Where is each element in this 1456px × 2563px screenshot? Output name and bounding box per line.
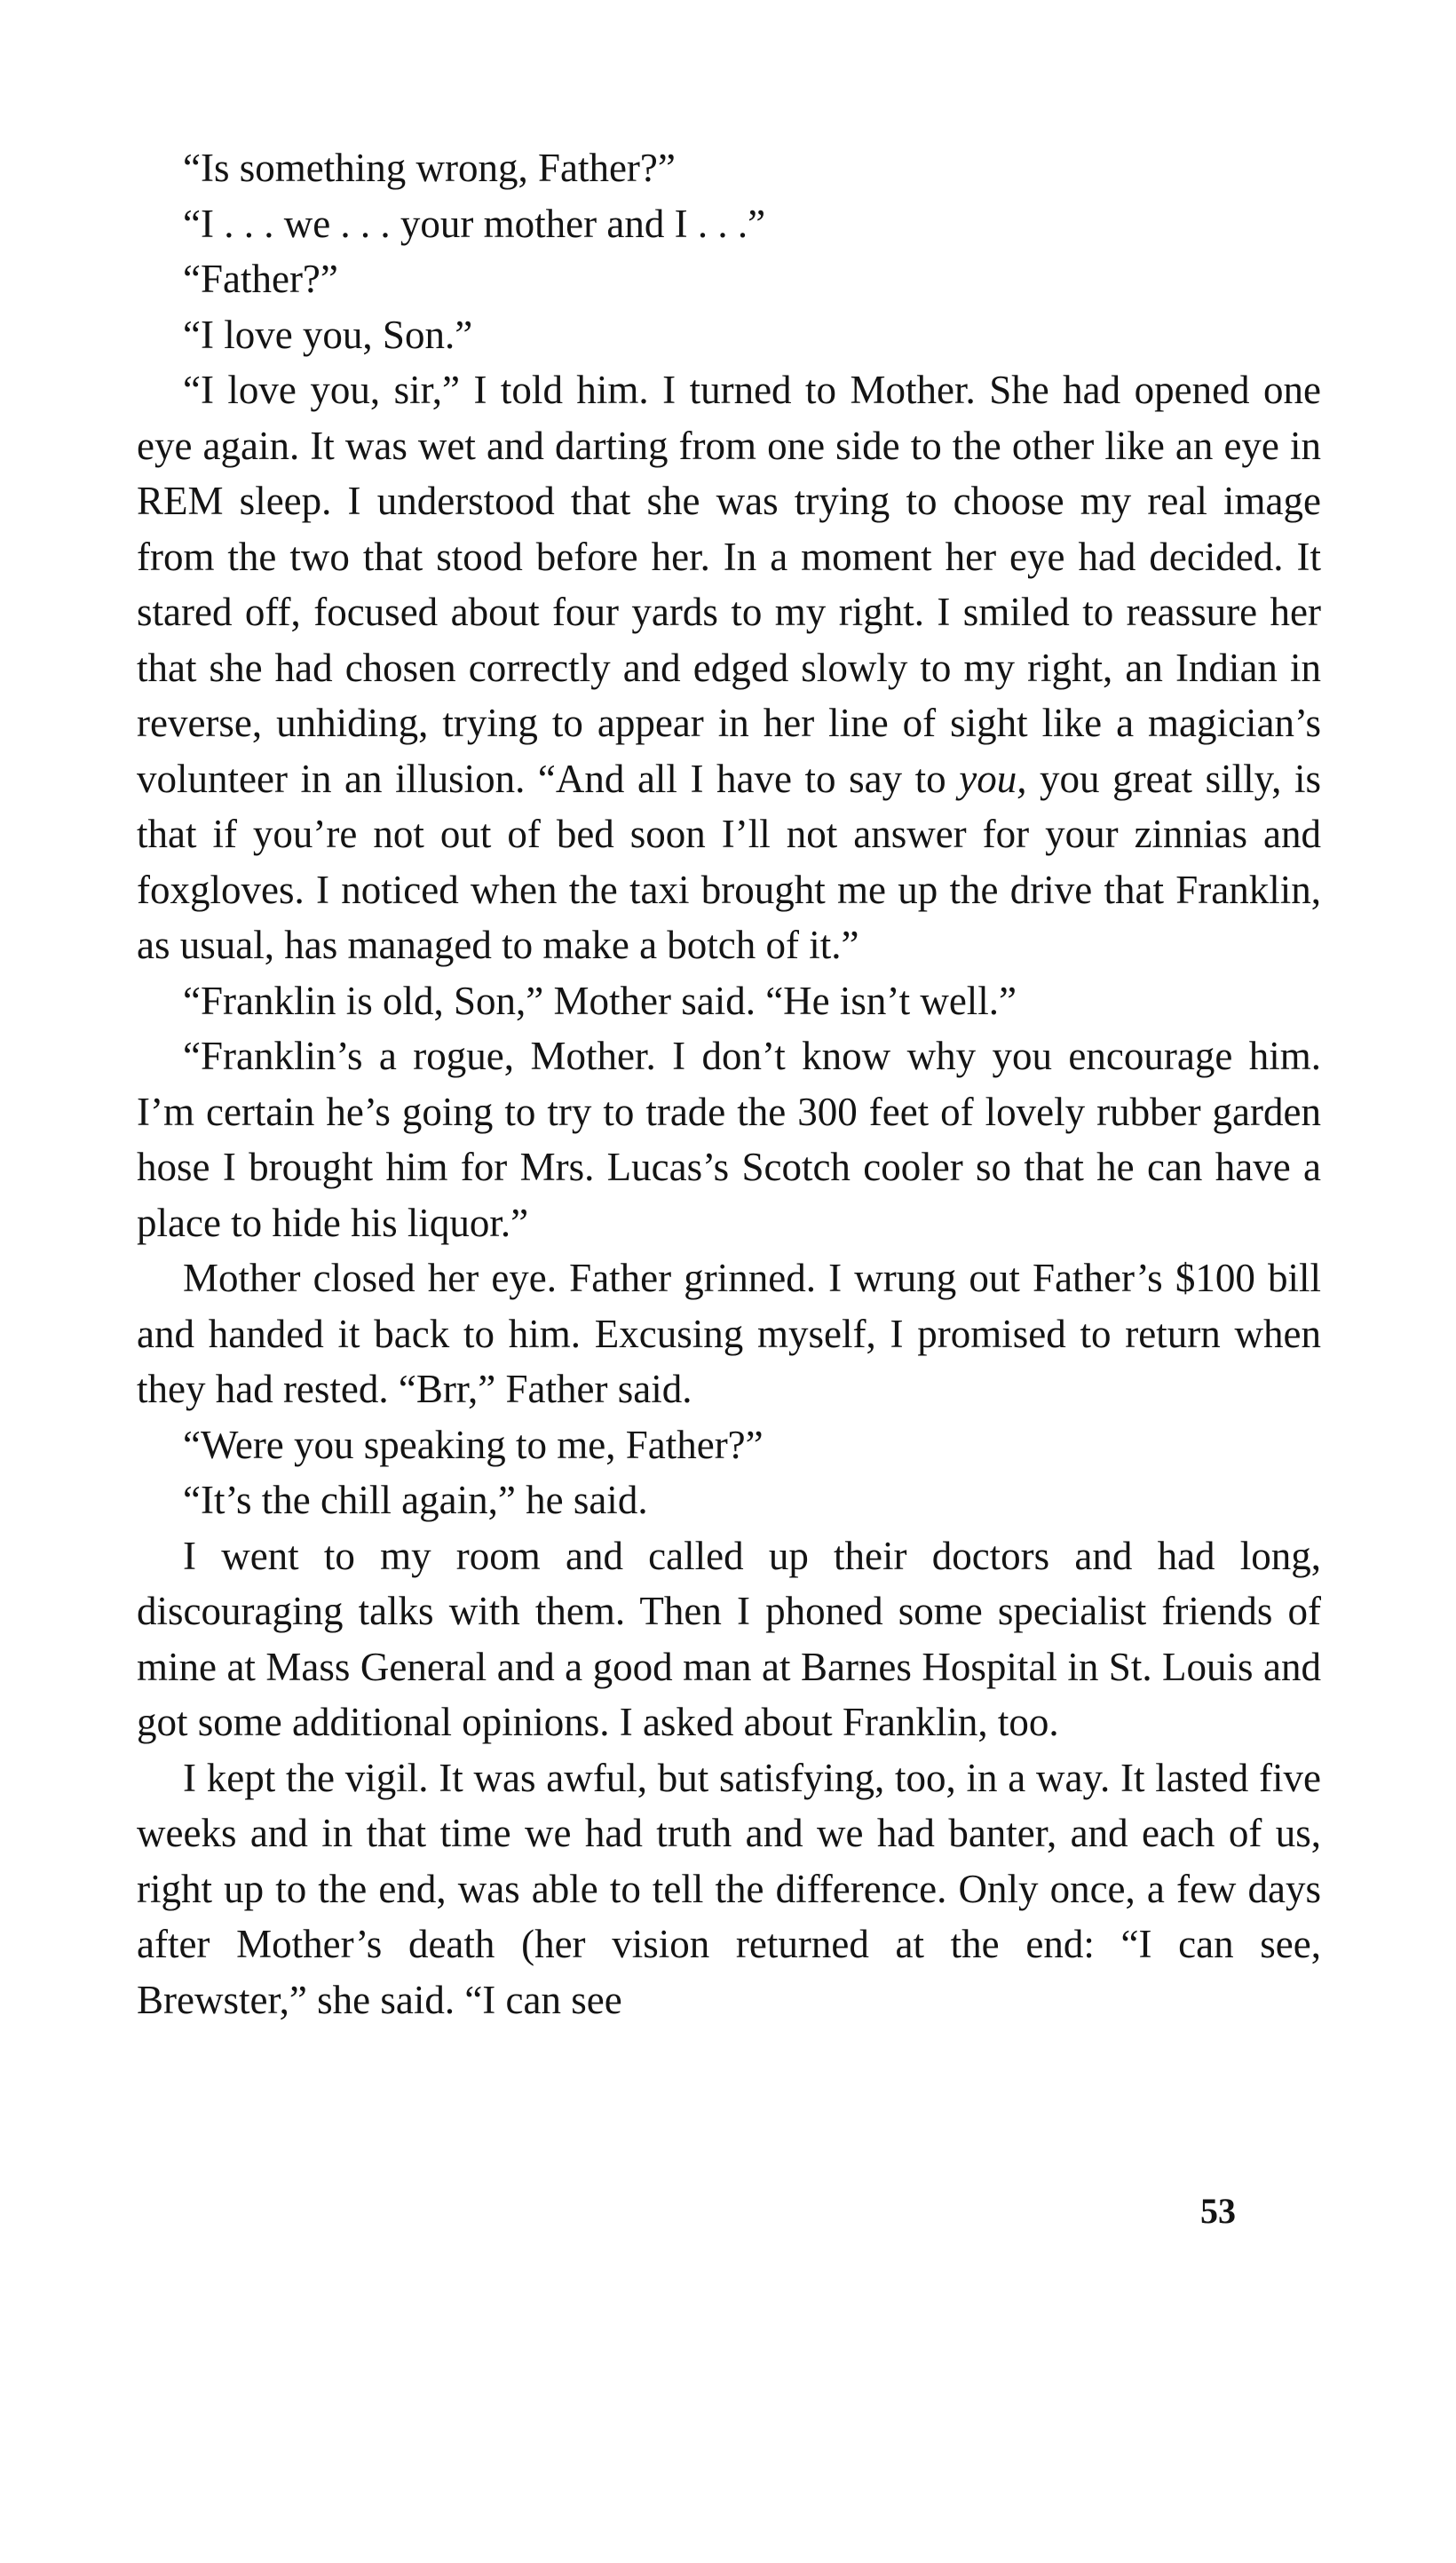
paragraph-5-head: “I love you, sir,” I told him. I turned to Mother. She had opened one eye again. It was wet and darting from one side to the other like an eye in REM sleep. I understood that she was trying to choose my real image from the two that stood before her. In a moment her eye had decided. It stared off, focused about four yards to my right. I smiled to reassure her that she had chosen correctly and edged slowly to my right, an Indian in reverse, unhiding, trying to appear in her line of sight like a magician’s volunteer in an illusion. “And all I have to say to bbox=[137, 368, 1321, 801]
paragraph-5-tail: you great silly, is that if you’re not out of bed soon I’ll not answer for your zinnias and foxgloves. I noticed when the taxi brought me up the drive that Franklin, as usual, has managed to make a botch of it.” bbox=[137, 756, 1322, 967]
paragraph-1: “Is something wrong, Father?” bbox=[183, 146, 676, 190]
paragraph-7: “Franklin’s a rogue, Mother. I don’t know why you encourage him. I’m certain he’s going to try to trade the 300 feet of lovely rubber garden hose I brought him for Mrs. Lucas’s Scotch cooler so that he can have a place to hide his liquor.” bbox=[137, 1034, 1321, 1245]
paragraph-4: “I love you, Son.” bbox=[183, 312, 473, 357]
paragraph-8: Mother closed her eye. Father grinned. I wrung out Father’s $100 bill and handed it back to him. Excusing myself, I promised to return when they had rested. “Brr,” Father said. bbox=[137, 1256, 1321, 1411]
paragraph-5-italic: you, bbox=[959, 756, 1027, 801]
paragraph-9: “Were you speaking to me, Father?” bbox=[183, 1422, 764, 1467]
paragraph-6: “Franklin is old, Son,” Mother said. “He isn’t well.” bbox=[183, 978, 1017, 1023]
paragraph-10: “It’s the chill again,” he said. bbox=[183, 1478, 648, 1522]
page-number: 53 bbox=[1200, 2191, 1236, 2231]
paragraph-11: I went to my room and called up their doctors and had long, discouraging talks with them. Then I phoned some specialist friends of mine at Mass General and a good man at Barnes Hospital in St. Louis and got some additional opinions. I asked about Franklin, too. bbox=[137, 1533, 1321, 1744]
paragraph-3: “Father?” bbox=[183, 257, 338, 301]
body-text bbox=[137, 140, 1321, 2027]
paragraph-12: I kept the vigil. It was awful, but satisfying, too, in a way. It lasted five weeks and in that time we had truth and we had banter, and each of us, right up to the end, was able to tell the difference. Only once, a few days after Mother’s death (her vision returned at the end: “I can see, Brewster,” she said. “I can see bbox=[137, 1755, 1321, 2022]
paragraph-5 bbox=[137, 362, 1321, 973]
paragraph-2: “I . . . we . . . your mother and I . . .” bbox=[183, 201, 766, 246]
